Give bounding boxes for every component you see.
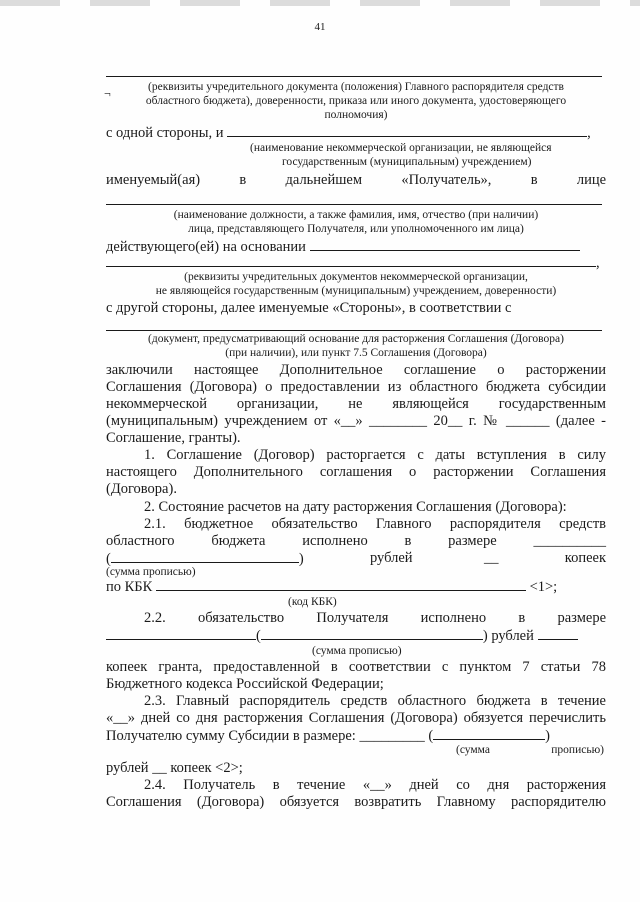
body-line: 2.1. бюджетное обязательство Главного распорядителя средств (144, 516, 606, 532)
text-line: действующего(ей) на основании (106, 238, 606, 256)
body-line: (Договора). (106, 481, 177, 497)
text-line: с другой стороны, далее именуемые «Стороны», в соответствии с (106, 300, 512, 316)
note-line: (при наличии), или пункт 7.5 Соглашения (Договора) (225, 347, 487, 359)
note-line: (сумма прописью) (456, 744, 604, 756)
body-line: настоящего Дополнительного соглашения о расторжении Соглашения (106, 464, 606, 480)
page-number: 41 (314, 21, 326, 33)
note-line: (реквизиты учредительных документов некоммерческой организации, (184, 271, 528, 283)
body-line: некоммерческой организации, не являющейся государственным (106, 396, 606, 412)
note-line: (сумма прописью) (312, 645, 402, 657)
text-line: с одной стороны, и , (106, 125, 591, 141)
body-line: 2.2. обязательство Получателя исполнено в размере (144, 610, 607, 626)
body-line: 1. Соглашение (Договор) расторгается с даты вступления в силу (144, 447, 606, 463)
body-line: рублей __ копеек <2>; (106, 760, 243, 776)
scan-artifact (0, 0, 640, 6)
note-line: полномочия) (324, 109, 388, 121)
note-line: (документ, предусматривающий основание для расторжения Соглашения (Договора) (148, 333, 564, 345)
note-line: (наименование некоммерческой организации, не являющейся (250, 142, 552, 154)
body-line: Соглашения (Договора) обязуется возвратить Главному распорядителю (106, 794, 606, 810)
body-line: «__» дней со дня расторжения Соглашения (Договора) обязуется перечислить (106, 710, 606, 726)
rule (106, 330, 602, 331)
body-line: копеек гранта, предоставленной в соответствии с пунктом 7 статьи 78 (106, 659, 606, 675)
body-line: 2.3. Главный распорядитель средств областного бюджета в течение (144, 693, 606, 709)
note-line: (наименование должности, а также фамилия, имя, отчество (при наличии) (173, 209, 539, 221)
body-line: 2.4. Получатель в течение «__» дней со дня расторжения (144, 777, 606, 793)
rule (106, 204, 602, 205)
note-line: лица, представляющего Получателя, или уполномоченного им лица) (188, 223, 524, 235)
body-line: Бюджетного кодекса Российской Федерации; (106, 676, 384, 692)
body-line: Соглашение, гранты). (106, 430, 241, 446)
note-line: областного бюджета), доверенности, приказа или иного документа, удостоверяющего (145, 95, 567, 107)
scan-mark: ¬ (104, 86, 111, 100)
text-line: , (106, 254, 606, 272)
body-line: Соглашения (Договора) о предоставлении из областного бюджета субсидии (106, 379, 606, 395)
text-line: именуемый(ая) в дальнейшем «Получатель», в лице (106, 172, 607, 188)
note-line: государственным (муниципальным) учреждением) (282, 156, 532, 168)
body-line: по КБК <1>; (106, 579, 558, 595)
body-line: ( ) рублей __ копеек (106, 550, 606, 567)
body-line: (муниципальным) учреждением от «__» ________ 20__ г. № ______ (далее - (106, 413, 606, 429)
rule (106, 76, 602, 77)
body-line: 2. Состояние расчетов на дату расторжения Соглашения (Договора): (144, 499, 567, 515)
note-line: (реквизиты учредительного документа (положения) Главного распорядителя средств (148, 81, 564, 93)
note-line: (сумма прописью) (106, 566, 196, 578)
note-line: не являющейся государственным (муниципальным) учреждением, доверенности) (155, 285, 557, 297)
body-line: заключили настоящее Дополнительное соглашение о расторжении (106, 362, 606, 378)
note-line: (код КБК) (288, 596, 337, 608)
body-line: областного бюджета исполнено в размере __________ (106, 533, 606, 549)
body-line: ( ) рублей (106, 627, 606, 645)
body-line: Получателю сумму Субсидии в размере: _________ ( ) (106, 728, 551, 744)
